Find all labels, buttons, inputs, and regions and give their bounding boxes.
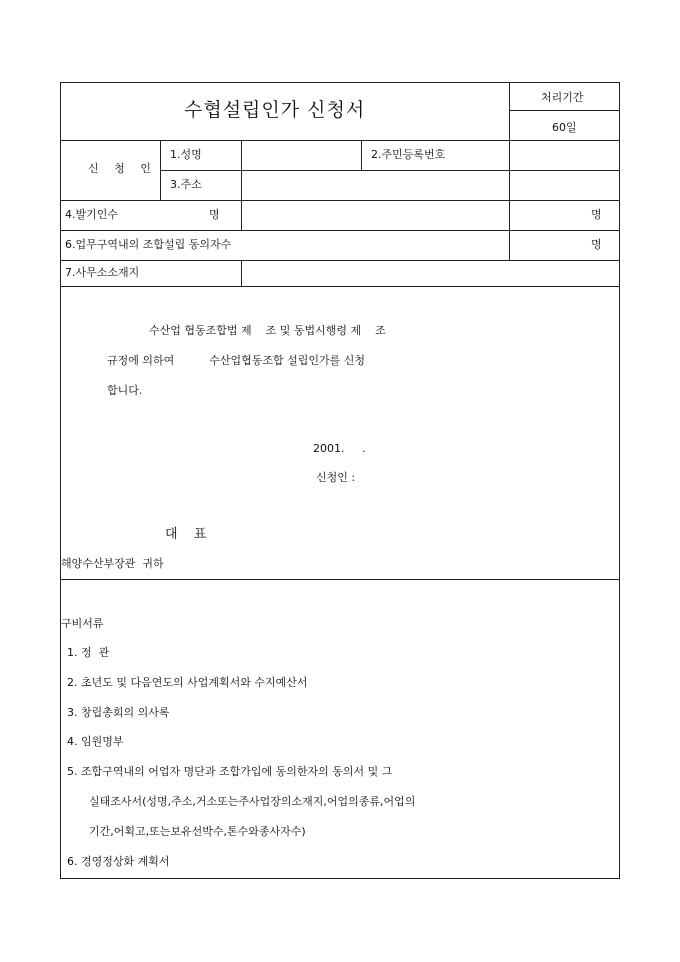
document-item: 1. 정 관 — [67, 646, 110, 659]
divider — [361, 140, 362, 170]
statement-line-3: 합니다. — [107, 384, 143, 397]
divider — [160, 170, 620, 171]
divider — [241, 140, 242, 230]
document-item: 6. 경영정상화 계획서 — [67, 855, 170, 868]
document-item: 실태조사서(성명,주소,거소또는주사업장의소재지,어업의종류,어업의 — [89, 795, 416, 808]
address-field[interactable] — [247, 179, 613, 193]
name-label: 1.성명 — [170, 148, 202, 161]
divider — [61, 230, 620, 231]
divider — [61, 579, 620, 580]
statement-line-2: 규정에 의하여 수산업협동조합 설립인가를 신청 — [107, 354, 365, 367]
divider — [160, 140, 161, 200]
divider — [509, 83, 510, 140]
document-item: 3. 창립총회의 의사록 — [67, 706, 170, 719]
processing-period-value: 60일 — [552, 121, 577, 134]
processing-period-label: 처리기간 — [541, 91, 584, 104]
document-item: 2. 초년도 및 다음연도의 사업계획서와 수지예산서 — [67, 676, 308, 689]
divider — [241, 260, 242, 286]
document-item: 4. 임원명부 — [67, 735, 124, 748]
office-location-label: 7.사무소소재지 — [65, 266, 140, 279]
address-label: 3.주소 — [170, 178, 202, 191]
document-item: 기간,어획고,또는보유선박수,톤수와종사자수) — [89, 825, 306, 838]
representative-label: 대 표 — [165, 527, 213, 542]
consent-count-label: 6.업무구역내의 조합설립 동의자수 — [65, 238, 232, 251]
founders-unit: 명 — [209, 208, 220, 221]
divider — [61, 286, 620, 287]
founders-unit-right: 명 — [591, 208, 602, 221]
rrn-field[interactable] — [515, 149, 613, 163]
divider — [61, 260, 620, 261]
divider — [61, 200, 620, 201]
consent-count-unit: 명 — [591, 238, 602, 251]
documents-heading: 구비서류 — [61, 617, 104, 630]
applicant-signature: 신청인 : — [316, 471, 356, 484]
divider — [61, 140, 620, 141]
application-form — [60, 82, 620, 879]
office-location-field[interactable] — [247, 267, 613, 281]
addressee: 해양수산부장관 귀하 — [61, 557, 164, 570]
statement-line-1: 수산업 협동조합법 제 조 및 동법시행령 제 조 — [149, 324, 386, 337]
document-item: 5. 조합구역내의 어업자 명단과 조합가입에 동의한자의 동의서 및 그 — [67, 765, 393, 778]
application-date: 2001. . — [313, 442, 366, 455]
founders-label: 4.발기인수 — [65, 208, 118, 221]
divider — [509, 140, 510, 260]
divider — [509, 110, 620, 111]
form-title: 수협설립인가 신청서 — [184, 99, 366, 121]
name-field[interactable] — [247, 149, 355, 163]
applicant-label: 신 청 인 — [88, 162, 157, 175]
rrn-label: 2.주민등록번호 — [371, 148, 446, 161]
